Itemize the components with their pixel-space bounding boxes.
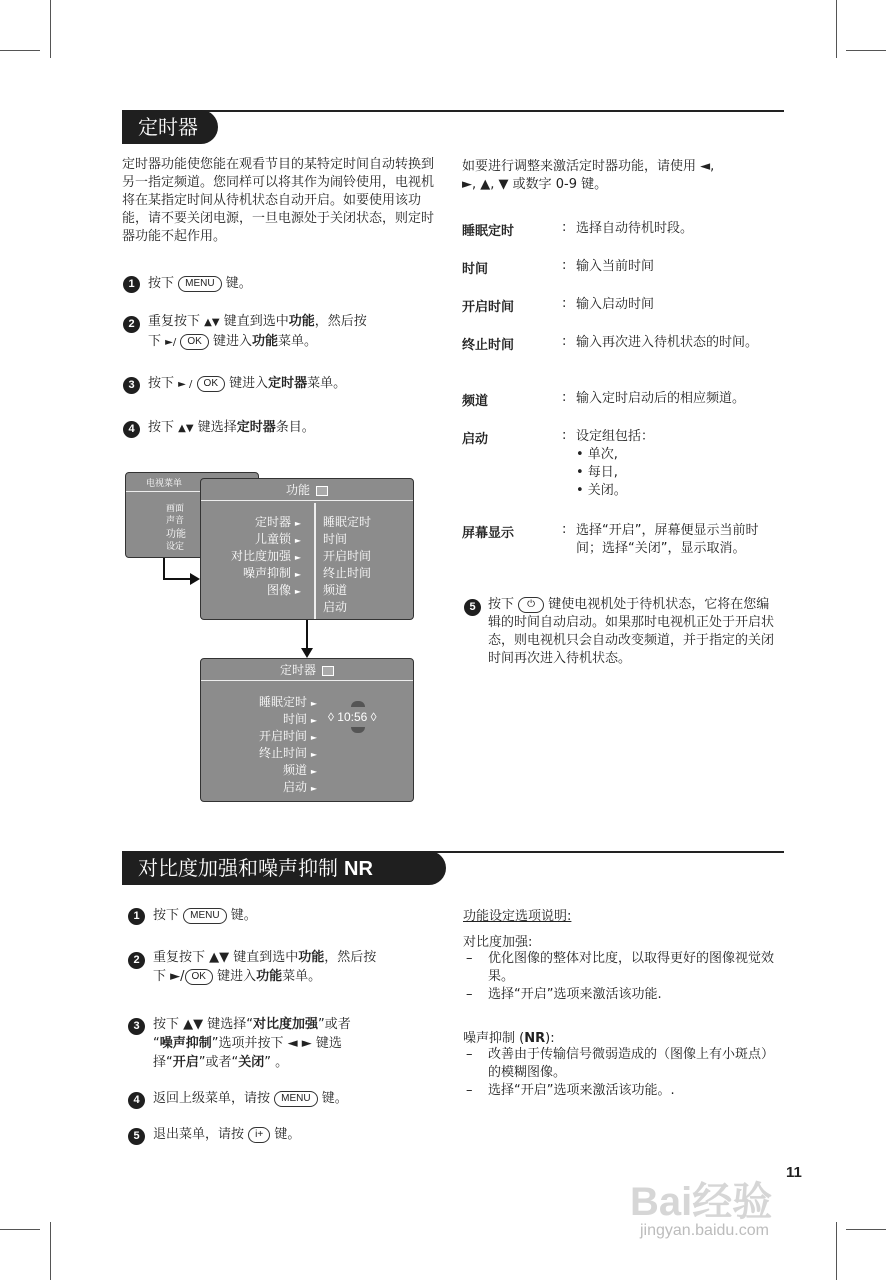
timer-step-4: 按下 ▲▼ 键选择定时器条目。 <box>148 420 315 435</box>
option-term: 屏幕显示 <box>462 526 515 541</box>
tv-menu-item: 画面 <box>166 504 185 514</box>
ok-key: OK <box>185 969 213 985</box>
option-term: 终止时间 <box>462 338 515 353</box>
timer-menu-item: 启动 ► <box>283 780 317 794</box>
contrast-title: 对比度加强: <box>463 935 533 950</box>
timer-step-2: 重复按下 ▲▼ 键直到选中功能，然后按 下 ►/ OK 键进入功能菜单。 <box>148 314 367 349</box>
crop-mark <box>836 0 837 58</box>
contrast-item: 选择“开启”选项来激活该功能. <box>488 987 662 1002</box>
crop-mark <box>846 1229 886 1230</box>
crop-mark <box>836 1222 837 1280</box>
colon: : <box>562 296 567 311</box>
nr-step-3: 按下 ▲▼ 键选择“对比度加强”或者 “噪声抑制”选项并按下 ◄ ► 键选 择“开启”或者“关闭” 。 <box>153 1017 351 1070</box>
menu-divider <box>314 503 316 619</box>
tv-icon <box>316 486 328 496</box>
ok-key: OK <box>180 334 208 350</box>
step-number: 5 <box>128 1128 145 1145</box>
function-menu-item: 对比度加强 ► <box>231 549 301 563</box>
timer-menu-item: 终止时间 ► <box>259 746 317 760</box>
section-rule <box>122 110 784 112</box>
arrow-right-icon <box>190 573 200 585</box>
step-number: 3 <box>123 377 140 394</box>
tv-menu-item: 设定 <box>166 542 185 552</box>
function-submenu-item: 时间 <box>323 532 348 546</box>
connector-line <box>163 558 165 580</box>
connector-line <box>306 620 308 650</box>
colon: : <box>562 220 567 235</box>
step-number: 4 <box>128 1092 145 1109</box>
menu-key: MENU <box>183 908 226 924</box>
function-menu-item: 噪声抑制 ► <box>243 566 301 580</box>
start-option: • 单次, <box>576 447 618 462</box>
function-menu-item-timer: 定时器 ► <box>255 515 301 529</box>
colon: : <box>562 428 567 443</box>
nr-step-2: 重复按下 ▲▼ 键直到选中功能，然后按 下 ►/ OK 键进入功能菜单。 <box>153 950 377 984</box>
function-submenu-item: 启动 <box>323 600 348 614</box>
option-desc: 设定组包括： <box>576 429 655 444</box>
crop-mark <box>50 0 51 58</box>
nr-section-title: 对比度加强和噪声抑制 NR <box>122 851 446 885</box>
function-menu-item: 图像 ► <box>267 583 301 597</box>
ok-key: OK <box>197 376 225 392</box>
crop-mark <box>846 50 886 51</box>
step-number: 2 <box>128 952 145 969</box>
option-term: 睡眠定时 <box>462 224 515 239</box>
timer-intro: 定时器功能使您能在观看节目的某特定时间自动转换到另一指定频道。您同样可以将其作为闹铃使用，电视机将在某指定时间从待机状态自动开启。如要使用该功能，请不要关闭电源，一旦电源处于关闭状态，则定时器功能不起作用。 <box>122 157 435 244</box>
option-desc: 输入再次进入待机状态的时间。 <box>576 335 759 350</box>
timer-step-5: 按下 ⏻ 键使电视机处于待机状态，它将在您编辑的时间自动启动。如果那时电视机正处于开启状态，则电视机只会自动改变频道，并于指定的关闭时间再次进入待机状态。 <box>488 597 775 666</box>
watermark-url: jingyan.baidu.com <box>640 1222 769 1239</box>
timer-menu-item-selected: 时间 ► <box>283 712 317 726</box>
step-number: 2 <box>123 316 140 333</box>
function-submenu-item: 开启时间 <box>323 549 372 563</box>
tv-icon <box>322 666 334 676</box>
right-intro: 如要进行调整来激活定时器功能，请使用 ◄, ►, ▲, ▼ 或数字 0-9 键。 <box>462 159 715 192</box>
standby-key-icon: ⏻ <box>518 597 544 613</box>
timer-menu-item: 开启时间 ► <box>259 729 317 743</box>
crop-mark <box>50 1222 51 1280</box>
option-desc: 选择自动待机时段。 <box>576 221 694 236</box>
down-arrow-icon <box>351 727 365 733</box>
function-submenu-item: 终止时间 <box>323 566 372 580</box>
function-submenu-item: 睡眠定时 <box>323 515 372 529</box>
help-title: 功能设定选项说明: <box>463 909 572 924</box>
option-term: 时间 <box>462 262 489 277</box>
dash: – <box>466 1047 473 1062</box>
step-number: 5 <box>464 599 481 616</box>
option-desc: 输入当前时间 <box>576 259 655 274</box>
option-term: 启动 <box>462 432 489 447</box>
nr-step-1: 按下 MENU 键。 <box>153 908 257 923</box>
dash: – <box>466 1083 473 1098</box>
menu-key: MENU <box>178 276 221 292</box>
function-submenu-item: 频道 <box>323 583 348 597</box>
crop-mark <box>0 1229 40 1230</box>
tv-menu-item: 声音 <box>166 516 185 526</box>
option-desc: 选择“开启”，屏幕便显示当前时间；选择“关闭”，显示取消。 <box>576 523 759 556</box>
start-option: • 关闭。 <box>576 483 627 498</box>
nr-step-5: 退出菜单，请按 i+ 键。 <box>153 1127 301 1142</box>
function-menu-title: 功能 <box>285 483 310 497</box>
dash: – <box>466 987 473 1002</box>
contrast-item: 优化图像的整体对比度，以取得更好的图像视觉效果。 <box>488 951 775 984</box>
info-key: i+ <box>248 1127 270 1143</box>
timer-step-1: 按下 MENU 键。 <box>148 276 252 291</box>
noise-item: 选择“开启”选项来激活该功能。. <box>488 1083 675 1098</box>
menu-key: MENU <box>274 1091 317 1107</box>
timer-menu-box <box>200 658 414 802</box>
page-number: 11 <box>786 1164 802 1181</box>
colon: : <box>562 334 567 349</box>
dash: – <box>466 951 473 966</box>
crop-mark <box>0 50 40 51</box>
timer-menu-title: 定时器 <box>279 663 316 677</box>
timer-menu-item: 频道 ► <box>283 763 317 777</box>
colon: : <box>562 390 567 405</box>
time-value: ◊ 10:56 ◊ <box>328 710 377 724</box>
option-desc: 输入启动时间 <box>576 297 655 312</box>
noise-title: 噪声抑制 (NR): <box>463 1031 555 1046</box>
option-term: 开启时间 <box>462 300 515 315</box>
step-number: 1 <box>123 276 140 293</box>
step-number: 4 <box>123 421 140 438</box>
function-menu-box <box>200 478 414 620</box>
timer-step-3: 按下 ► / OK 键进入定时器菜单。 <box>148 376 347 391</box>
start-option: • 每日, <box>576 465 618 480</box>
step-number: 3 <box>128 1018 145 1035</box>
option-term: 频道 <box>462 394 489 409</box>
watermark-logo: Bai经验 <box>630 1180 773 1224</box>
colon: : <box>562 258 567 273</box>
tv-menu-item-selected: 功能 <box>166 529 186 540</box>
connector-line <box>163 578 193 580</box>
step-number: 1 <box>128 908 145 925</box>
nr-step-4: 返回上级菜单，请按 MENU 键。 <box>153 1091 348 1106</box>
colon: : <box>562 522 567 537</box>
tv-menu-title: 电视菜单 <box>146 479 183 489</box>
option-desc: 输入定时启动后的相应频道。 <box>576 391 746 406</box>
up-arrow-icon <box>351 701 365 707</box>
arrow-down-icon <box>301 648 313 658</box>
function-menu-item: 儿童锁 ► <box>255 532 301 546</box>
noise-item: 改善由于传输信号微弱造成的（图像上有小斑点）的模糊图像。 <box>488 1047 775 1080</box>
timer-menu-item: 睡眠定时 ► <box>259 695 317 709</box>
timer-section-title: 定时器 <box>122 110 218 144</box>
